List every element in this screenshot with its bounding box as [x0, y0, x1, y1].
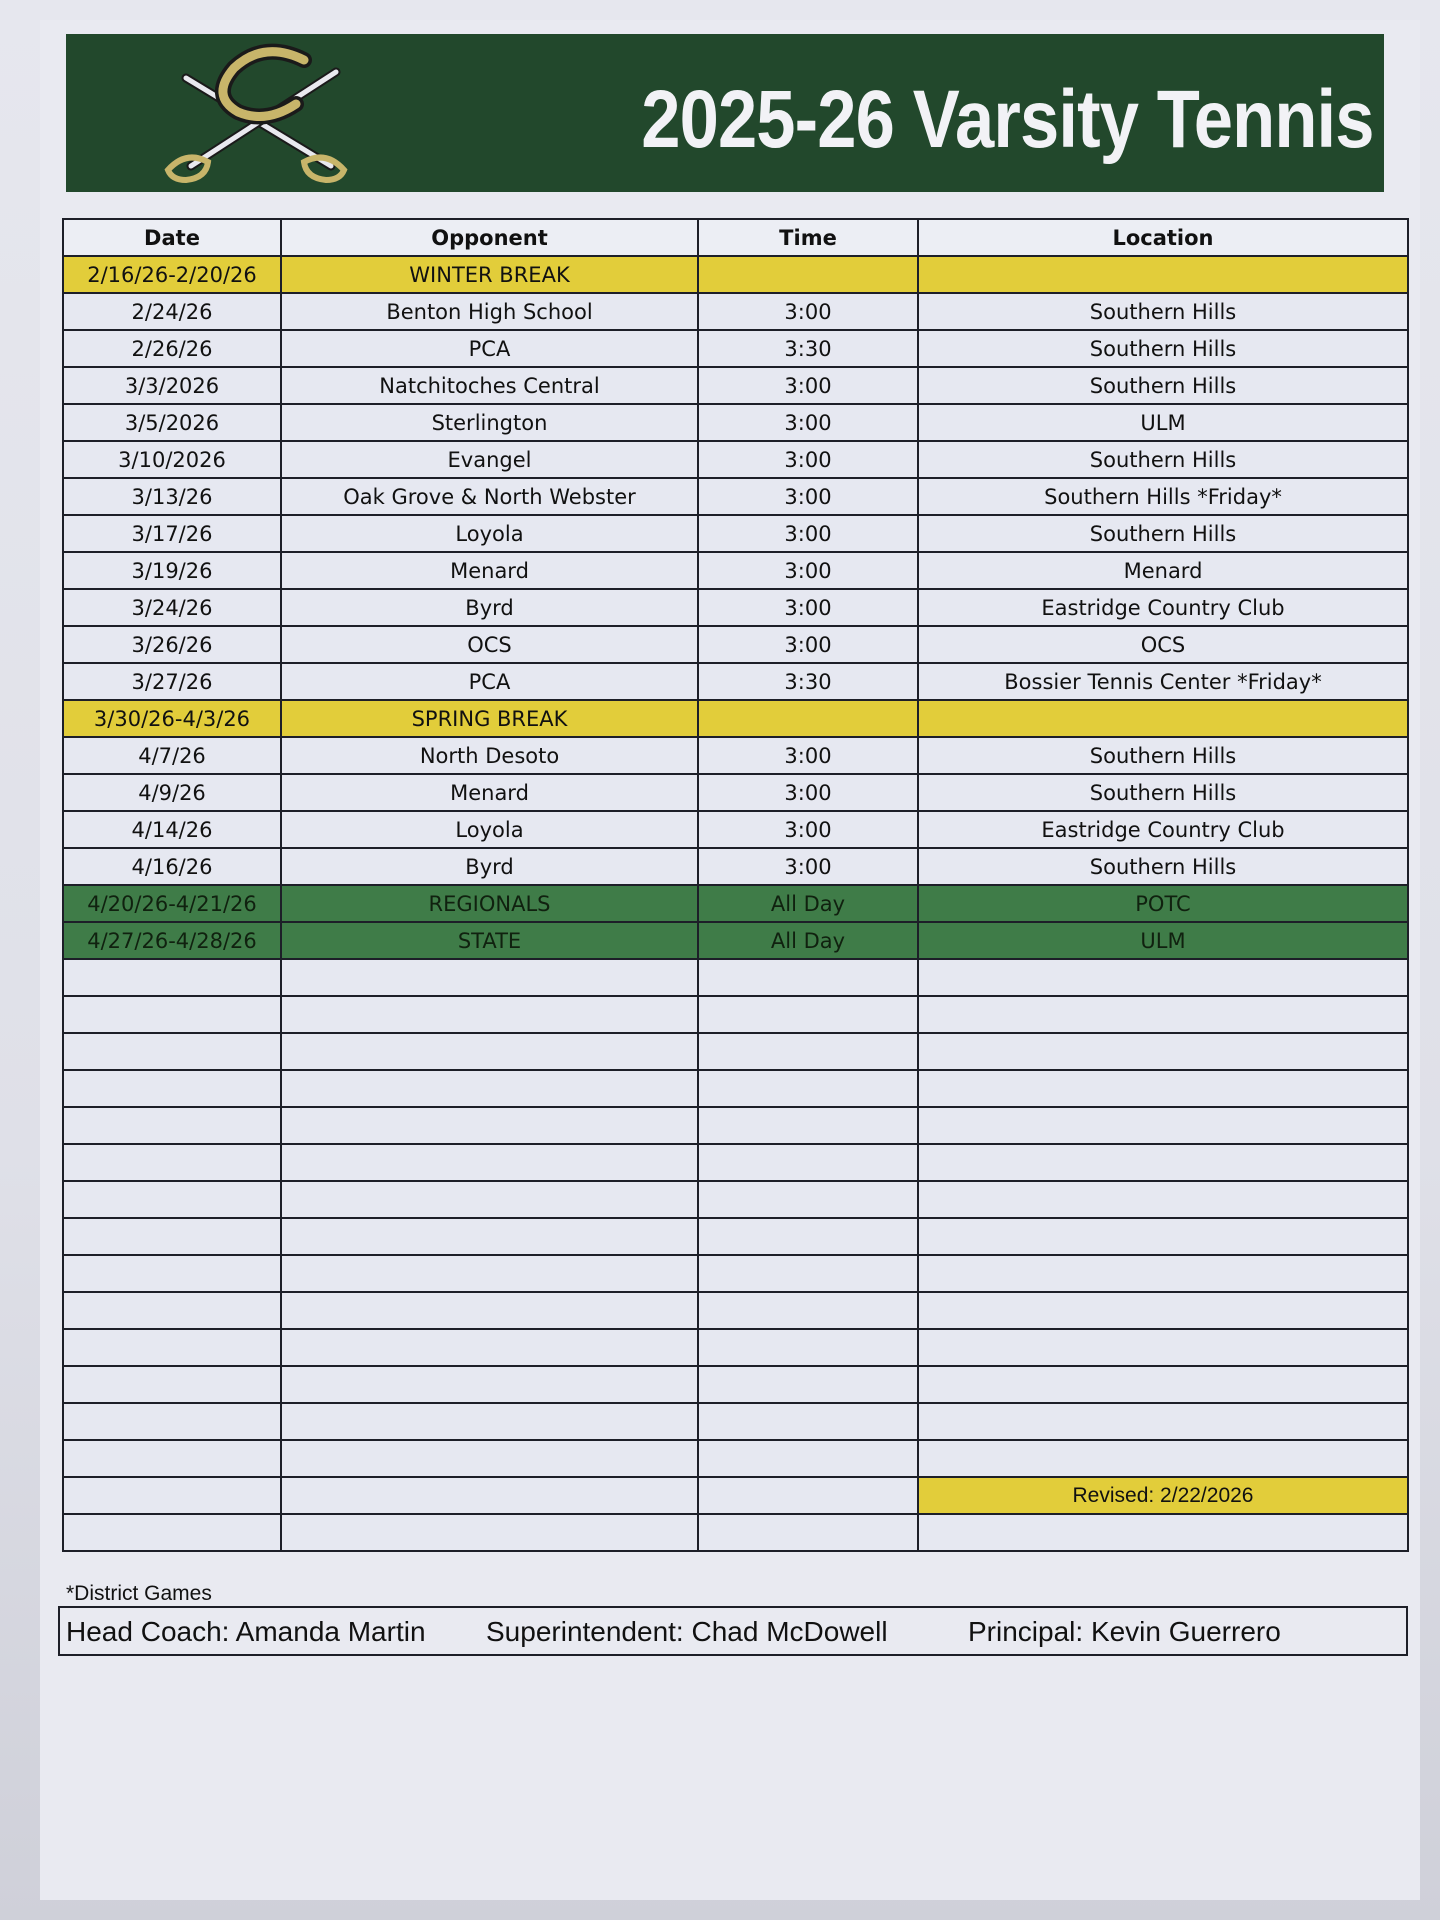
empty-table-row — [63, 1403, 1408, 1440]
cell-time: 3:00 — [698, 552, 918, 589]
cell-opponent: Benton High School — [281, 293, 698, 330]
empty-cell-date — [63, 996, 281, 1033]
cell-time: All Day — [698, 885, 918, 922]
cell-date: 4/27/26-4/28/26 — [63, 922, 281, 959]
cell-location: Southern Hills — [918, 330, 1408, 367]
cell-location: POTC — [918, 885, 1408, 922]
cell-date: 3/10/2026 — [63, 441, 281, 478]
empty-table-row — [63, 1033, 1408, 1070]
cell-date: 4/16/26 — [63, 848, 281, 885]
schedule-table — [62, 218, 1409, 1552]
table-row — [63, 663, 1408, 700]
cell-opponent: North Desoto — [281, 737, 698, 774]
empty-cell-time — [698, 996, 918, 1033]
cell-date: 3/13/26 — [63, 478, 281, 515]
cell-date: 3/24/26 — [63, 589, 281, 626]
cell-date: 3/5/2026 — [63, 404, 281, 441]
table-row — [63, 293, 1408, 330]
cell-time: 3:00 — [698, 441, 918, 478]
empty-cell-date — [63, 1255, 281, 1292]
cell-time: 3:00 — [698, 848, 918, 885]
empty-cell-date — [63, 1477, 281, 1514]
empty-table-row — [63, 1144, 1408, 1181]
principal-label: Principal: Kevin Guerrero — [968, 1616, 1281, 1647]
table-row — [63, 811, 1408, 848]
cell-date: 3/3/2026 — [63, 367, 281, 404]
empty-cell-date — [63, 1144, 281, 1181]
empty-table-row — [63, 996, 1408, 1033]
cell-location: Southern Hills — [918, 774, 1408, 811]
empty-cell-time — [698, 1403, 918, 1440]
district-games-note: *District Games — [66, 1582, 212, 1605]
cell-opponent: Natchitoches Central — [281, 367, 698, 404]
page-title: 2025-26 Varsity Tennis — [641, 74, 1374, 165]
cell-location: Eastridge Country Club — [918, 811, 1408, 848]
cell-opponent: STATE — [281, 922, 698, 959]
cell-time: 3:00 — [698, 811, 918, 848]
empty-cell-time — [698, 1218, 918, 1255]
crossed-swords-c-logo-icon — [146, 38, 366, 188]
table-row — [63, 922, 1408, 959]
cell-date: 3/26/26 — [63, 626, 281, 663]
empty-cell-opponent — [281, 1366, 698, 1403]
cell-opponent: Oak Grove & North Webster — [281, 478, 698, 515]
cell-time: 3:00 — [698, 367, 918, 404]
empty-table-row — [63, 1477, 1408, 1514]
cell-date: 3/19/26 — [63, 552, 281, 589]
cell-date: 4/9/26 — [63, 774, 281, 811]
empty-cell-location — [918, 1070, 1408, 1107]
cell-time: 3:00 — [698, 478, 918, 515]
table-row — [63, 367, 1408, 404]
cell-location: Southern Hills — [918, 848, 1408, 885]
cell-opponent: WINTER BREAK — [281, 256, 698, 293]
empty-cell-opponent — [281, 1477, 698, 1514]
empty-cell-location — [918, 1255, 1408, 1292]
empty-cell-location — [918, 1366, 1408, 1403]
empty-table-row — [63, 1514, 1408, 1551]
empty-cell-location — [918, 1329, 1408, 1366]
empty-cell-date — [63, 1366, 281, 1403]
cell-location: ULM — [918, 404, 1408, 441]
head-coach-label: Head Coach: Amanda Martin — [66, 1616, 426, 1647]
revised-date: Revised: 2/22/2026 — [918, 1477, 1408, 1514]
empty-cell-date — [63, 1107, 281, 1144]
cell-location: Bossier Tennis Center *Friday* — [918, 663, 1408, 700]
empty-cell-time — [698, 1255, 918, 1292]
cell-location: Southern Hills — [918, 367, 1408, 404]
empty-cell-opponent — [281, 1403, 698, 1440]
column-header-date: Date — [63, 219, 281, 256]
empty-cell-date — [63, 959, 281, 996]
empty-cell-date — [63, 1181, 281, 1218]
empty-cell-date — [63, 1218, 281, 1255]
empty-cell-location — [918, 1403, 1408, 1440]
cell-location — [918, 256, 1408, 293]
column-header-opponent: Opponent — [281, 219, 698, 256]
cell-opponent: SPRING BREAK — [281, 700, 698, 737]
table-row — [63, 589, 1408, 626]
cell-date: 3/27/26 — [63, 663, 281, 700]
empty-cell-opponent — [281, 1218, 698, 1255]
empty-cell-location — [918, 996, 1408, 1033]
table-row — [63, 256, 1408, 293]
cell-date: 3/30/26-4/3/26 — [63, 700, 281, 737]
cell-time: 3:00 — [698, 626, 918, 663]
cell-time: 3:00 — [698, 737, 918, 774]
cell-opponent: REGIONALS — [281, 885, 698, 922]
cell-date: 4/7/26 — [63, 737, 281, 774]
cell-date: 4/20/26-4/21/26 — [63, 885, 281, 922]
empty-cell-time — [698, 1514, 918, 1551]
cell-opponent: Menard — [281, 774, 698, 811]
empty-table-row — [63, 1218, 1408, 1255]
empty-cell-location — [918, 1107, 1408, 1144]
cell-opponent: Loyola — [281, 515, 698, 552]
empty-cell-location — [918, 1218, 1408, 1255]
empty-cell-time — [698, 1477, 918, 1514]
cell-location: OCS — [918, 626, 1408, 663]
empty-cell-opponent — [281, 1255, 698, 1292]
cell-location — [918, 700, 1408, 737]
cell-time — [698, 256, 918, 293]
cell-location: Southern Hills — [918, 441, 1408, 478]
empty-cell-time — [698, 1292, 918, 1329]
schedule-body — [63, 256, 1408, 1551]
empty-cell-location — [918, 959, 1408, 996]
cell-location: Southern Hills — [918, 515, 1408, 552]
empty-table-row — [63, 1292, 1408, 1329]
table-row — [63, 441, 1408, 478]
staff-bar — [58, 1606, 1408, 1656]
cell-date: 3/17/26 — [63, 515, 281, 552]
table-row — [63, 626, 1408, 663]
cell-opponent: Menard — [281, 552, 698, 589]
cell-time: 3:30 — [698, 330, 918, 367]
empty-table-row — [63, 1440, 1408, 1477]
empty-cell-time — [698, 1033, 918, 1070]
empty-cell-opponent — [281, 1070, 698, 1107]
empty-table-row — [63, 959, 1408, 996]
table-row — [63, 885, 1408, 922]
cell-opponent: Sterlington — [281, 404, 698, 441]
cell-opponent: Loyola — [281, 811, 698, 848]
empty-cell-opponent — [281, 1329, 698, 1366]
empty-table-row — [63, 1181, 1408, 1218]
empty-cell-date — [63, 1033, 281, 1070]
empty-table-row — [63, 1255, 1408, 1292]
cell-time: 3:00 — [698, 589, 918, 626]
empty-cell-time — [698, 1366, 918, 1403]
cell-opponent: Byrd — [281, 848, 698, 885]
table-row — [63, 552, 1408, 589]
cell-time: 3:00 — [698, 515, 918, 552]
empty-cell-location — [918, 1033, 1408, 1070]
empty-cell-time — [698, 1329, 918, 1366]
empty-table-row — [63, 1366, 1408, 1403]
cell-time: 3:00 — [698, 404, 918, 441]
cell-opponent: OCS — [281, 626, 698, 663]
empty-cell-opponent — [281, 1440, 698, 1477]
cell-time — [698, 700, 918, 737]
cell-time: 3:30 — [698, 663, 918, 700]
empty-cell-date — [63, 1329, 281, 1366]
empty-cell-time — [698, 959, 918, 996]
cell-opponent: Byrd — [281, 589, 698, 626]
table-row — [63, 330, 1408, 367]
empty-cell-opponent — [281, 1107, 698, 1144]
empty-cell-time — [698, 1440, 918, 1477]
cell-date: 2/24/26 — [63, 293, 281, 330]
empty-cell-opponent — [281, 1292, 698, 1329]
empty-cell-location — [918, 1144, 1408, 1181]
table-row — [63, 700, 1408, 737]
empty-cell-opponent — [281, 1181, 698, 1218]
table-row — [63, 515, 1408, 552]
empty-cell-opponent — [281, 959, 698, 996]
empty-cell-time — [698, 1181, 918, 1218]
empty-cell-location — [918, 1440, 1408, 1477]
cell-opponent: PCA — [281, 663, 698, 700]
cell-time: All Day — [698, 922, 918, 959]
superintendent-label: Superintendent: Chad McDowell — [486, 1616, 888, 1647]
empty-cell-opponent — [281, 1514, 698, 1551]
cell-location: Southern Hills *Friday* — [918, 478, 1408, 515]
empty-table-row — [63, 1329, 1408, 1366]
empty-cell-location — [918, 1181, 1408, 1218]
empty-cell-date — [63, 1440, 281, 1477]
table-row — [63, 848, 1408, 885]
cell-opponent: PCA — [281, 330, 698, 367]
table-row — [63, 774, 1408, 811]
cell-time: 3:00 — [698, 774, 918, 811]
table-row — [63, 737, 1408, 774]
cell-date: 4/14/26 — [63, 811, 281, 848]
empty-cell-time — [698, 1144, 918, 1181]
cell-opponent: Evangel — [281, 441, 698, 478]
empty-cell-date — [63, 1070, 281, 1107]
header-banner — [66, 34, 1384, 192]
column-header-location: Location — [918, 219, 1408, 256]
empty-table-row — [63, 1107, 1408, 1144]
cell-time: 3:00 — [698, 293, 918, 330]
empty-cell-date — [63, 1514, 281, 1551]
table-header-row — [63, 219, 1408, 256]
cell-location: ULM — [918, 922, 1408, 959]
cell-location: Menard — [918, 552, 1408, 589]
empty-cell-time — [698, 1107, 918, 1144]
table-row — [63, 478, 1408, 515]
empty-cell-time — [698, 1070, 918, 1107]
cell-date: 2/26/26 — [63, 330, 281, 367]
cell-location: Southern Hills — [918, 737, 1408, 774]
empty-cell-date — [63, 1292, 281, 1329]
empty-cell-location — [918, 1292, 1408, 1329]
empty-cell-date — [63, 1403, 281, 1440]
empty-cell-opponent — [281, 996, 698, 1033]
empty-cell-opponent — [281, 1033, 698, 1070]
cell-location: Eastridge Country Club — [918, 589, 1408, 626]
empty-table-row — [63, 1070, 1408, 1107]
empty-cell-location — [918, 1514, 1408, 1551]
table-row — [63, 404, 1408, 441]
cell-location: Southern Hills — [918, 293, 1408, 330]
cell-date: 2/16/26-2/20/26 — [63, 256, 281, 293]
empty-cell-opponent — [281, 1144, 698, 1181]
column-header-time: Time — [698, 219, 918, 256]
